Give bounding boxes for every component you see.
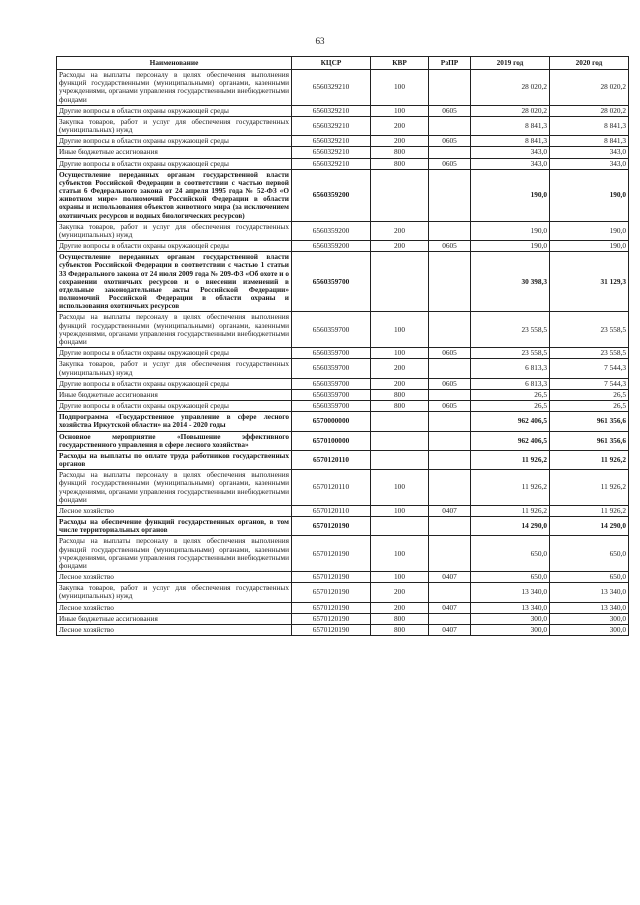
- cell-2020: 13 340,0: [550, 602, 629, 613]
- cell-2019: 26,5: [471, 401, 550, 412]
- cell-kcsr: 6560359200: [292, 241, 371, 252]
- cell-kvr: 200: [371, 378, 429, 389]
- cell-rzpr: [429, 412, 471, 431]
- cell-kvr: 100: [371, 348, 429, 359]
- cell-2019: 343,0: [471, 158, 550, 169]
- cell-kvr: 200: [371, 116, 429, 135]
- cell-name: Лесное хозяйство: [57, 505, 292, 516]
- cell-2019: 650,0: [471, 572, 550, 583]
- cell-2020: 8 841,3: [550, 136, 629, 147]
- cell-name: Иные бюджетные ассигнования: [57, 389, 292, 400]
- cell-kvr: 200: [371, 136, 429, 147]
- cell-2019: 11 926,2: [471, 505, 550, 516]
- cell-rzpr: [429, 431, 471, 450]
- cell-2019: 190,0: [471, 169, 550, 221]
- cell-2020: 650,0: [550, 536, 629, 572]
- cell-kcsr: 6570120190: [292, 517, 371, 536]
- cell-kcsr: 6570120110: [292, 450, 371, 469]
- cell-kcsr: 6560359200: [292, 169, 371, 221]
- table-row: [57, 348, 629, 359]
- cell-kvr: [371, 412, 429, 431]
- cell-2019: 23 558,5: [471, 348, 550, 359]
- cell-rzpr: 0605: [429, 105, 471, 116]
- table-row: [57, 147, 629, 158]
- page-number: 63: [315, 36, 325, 46]
- cell-2019: 13 340,0: [471, 602, 550, 613]
- cell-2020: 23 558,5: [550, 348, 629, 359]
- cell-kvr: 200: [371, 359, 429, 378]
- cell-name: Иные бюджетные ассигнования: [57, 147, 292, 158]
- cell-name: Другие вопросы в области охраны окружающей среды: [57, 348, 292, 359]
- cell-kvr: 800: [371, 147, 429, 158]
- cell-rzpr: [429, 169, 471, 221]
- cell-rzpr: [429, 312, 471, 348]
- cell-2020: 14 290,0: [550, 517, 629, 536]
- cell-2020: 11 926,2: [550, 470, 629, 506]
- cell-name: Лесное хозяйство: [57, 572, 292, 583]
- cell-kvr: 200: [371, 221, 429, 240]
- cell-kvr: 100: [371, 572, 429, 583]
- cell-2019: 26,5: [471, 389, 550, 400]
- cell-2020: 26,5: [550, 401, 629, 412]
- cell-name: Расходы на выплаты персоналу в целях обеспечения выполнения функций государственными (муниципальными) органами, казенными учреждениями, органами управления государственными внебюджетными фондами: [57, 70, 292, 106]
- table-row: [57, 105, 629, 116]
- cell-2020: 8 841,3: [550, 116, 629, 135]
- cell-2019: 962 406,5: [471, 431, 550, 450]
- cell-kcsr: 6560359700: [292, 312, 371, 348]
- table-row: [57, 431, 629, 450]
- cell-kcsr: 6570100000: [292, 431, 371, 450]
- cell-kvr: 800: [371, 613, 429, 624]
- cell-rzpr: [429, 583, 471, 602]
- table-row: [57, 389, 629, 400]
- cell-kvr: 100: [371, 470, 429, 506]
- cell-2020: 650,0: [550, 572, 629, 583]
- cell-name: Расходы на обеспечение функций государственных органов, в том числе территориальных органов: [57, 517, 292, 536]
- cell-rzpr: 0605: [429, 241, 471, 252]
- cell-2019: 343,0: [471, 147, 550, 158]
- cell-kcsr: 6570120190: [292, 613, 371, 624]
- cell-kvr: 800: [371, 389, 429, 400]
- table-row: [57, 583, 629, 602]
- cell-name: Расходы на выплаты персоналу в целях обеспечения выполнения функций государственными (муниципальными) органами, казенными учреждениями, органами управления государственными внебюджетными фондами: [57, 312, 292, 348]
- cell-rzpr: [429, 147, 471, 158]
- cell-name: Другие вопросы в области охраны окружающей среды: [57, 401, 292, 412]
- cell-name: Подпрограмма «Государственное управление в сфере лесного хозяйства Иркутской области» на 2014 - 2020 годы: [57, 412, 292, 431]
- cell-kcsr: 6560329210: [292, 105, 371, 116]
- cell-2019: 8 841,3: [471, 136, 550, 147]
- cell-2020: 300,0: [550, 624, 629, 635]
- cell-rzpr: [429, 517, 471, 536]
- cell-rzpr: 0605: [429, 158, 471, 169]
- cell-name: Осуществление переданных органам государственной власти субъектов Российской Федерации в соответствии с частью первой статьи 6 Федерального закона от 24 апреля 1995 года № 52-ФЗ «О животном мире» полномочий Российской Федерации в области охраны и использования объектов животного мира (за исключением охотничьих ресурсов и водных биологических ресурсов): [57, 169, 292, 221]
- cell-2019: 13 340,0: [471, 583, 550, 602]
- cell-kcsr: 6570120190: [292, 536, 371, 572]
- cell-2019: 300,0: [471, 624, 550, 635]
- cell-kvr: 200: [371, 583, 429, 602]
- cell-2019: 11 926,2: [471, 450, 550, 469]
- header-2020: 2020 год: [550, 57, 629, 70]
- cell-2020: 11 926,2: [550, 450, 629, 469]
- cell-2020: 23 558,5: [550, 312, 629, 348]
- cell-kcsr: 6560329210: [292, 116, 371, 135]
- cell-name: Закупка товаров, работ и услуг для обеспечения государственных (муниципальных) нужд: [57, 583, 292, 602]
- cell-kcsr: 6570120110: [292, 505, 371, 516]
- table-row: [57, 221, 629, 240]
- cell-rzpr: [429, 359, 471, 378]
- cell-name: Закупка товаров, работ и услуг для обеспечения государственных (муниципальных) нужд: [57, 116, 292, 135]
- cell-name: Другие вопросы в области охраны окружающей среды: [57, 241, 292, 252]
- header-kvr: КВР: [371, 57, 429, 70]
- cell-kcsr: 6560329210: [292, 147, 371, 158]
- cell-name: Закупка товаров, работ и услуг для обеспечения государственных (муниципальных) нужд: [57, 359, 292, 378]
- cell-kvr: [371, 252, 429, 312]
- cell-2020: 31 129,3: [550, 252, 629, 312]
- cell-2020: 300,0: [550, 613, 629, 624]
- cell-kcsr: 6570120110: [292, 470, 371, 506]
- cell-kcsr: 6560359700: [292, 252, 371, 312]
- cell-2019: 190,0: [471, 221, 550, 240]
- cell-kcsr: 6560359200: [292, 221, 371, 240]
- cell-kvr: 800: [371, 624, 429, 635]
- cell-2019: 6 813,3: [471, 378, 550, 389]
- cell-rzpr: [429, 450, 471, 469]
- cell-2019: 14 290,0: [471, 517, 550, 536]
- cell-rzpr: [429, 613, 471, 624]
- cell-name: Другие вопросы в области охраны окружающей среды: [57, 158, 292, 169]
- cell-2020: 190,0: [550, 241, 629, 252]
- cell-kcsr: 6570000000: [292, 412, 371, 431]
- cell-rzpr: [429, 221, 471, 240]
- cell-2020: 11 926,2: [550, 505, 629, 516]
- table-row: [57, 624, 629, 635]
- cell-rzpr: 0407: [429, 602, 471, 613]
- table-row: [57, 158, 629, 169]
- cell-rzpr: 0407: [429, 572, 471, 583]
- cell-kcsr: 6560329210: [292, 70, 371, 106]
- table-row: [57, 169, 629, 221]
- cell-2019: 28 020,2: [471, 70, 550, 106]
- cell-kvr: [371, 431, 429, 450]
- cell-name: Расходы на выплаты персоналу в целях обеспечения выполнения функций государственными (муниципальными) органами, казенными учреждениями, органами управления государственными внебюджетными фондами: [57, 536, 292, 572]
- header-name: Наименование: [57, 57, 292, 70]
- cell-2020: 190,0: [550, 169, 629, 221]
- table-row: [57, 517, 629, 536]
- cell-2019: 6 813,3: [471, 359, 550, 378]
- cell-2020: 961 356,6: [550, 431, 629, 450]
- cell-name: Другие вопросы в области охраны окружающей среды: [57, 105, 292, 116]
- cell-2020: 26,5: [550, 389, 629, 400]
- cell-2020: 13 340,0: [550, 583, 629, 602]
- table-row: [57, 136, 629, 147]
- cell-kcsr: 6570120190: [292, 583, 371, 602]
- cell-2019: 962 406,5: [471, 412, 550, 431]
- table-row: [57, 613, 629, 624]
- cell-kcsr: 6560329210: [292, 136, 371, 147]
- cell-name: Другие вопросы в области охраны окружающей среды: [57, 136, 292, 147]
- table-header-row: [57, 57, 629, 70]
- cell-name: Лесное хозяйство: [57, 624, 292, 635]
- cell-rzpr: 0605: [429, 401, 471, 412]
- cell-kvr: 100: [371, 105, 429, 116]
- cell-kcsr: 6560359700: [292, 389, 371, 400]
- cell-kvr: 100: [371, 70, 429, 106]
- cell-2020: 28 020,2: [550, 70, 629, 106]
- table-row: [57, 450, 629, 469]
- cell-2019: 190,0: [471, 241, 550, 252]
- table-row: [57, 252, 629, 312]
- cell-2020: 28 020,2: [550, 105, 629, 116]
- table-row: [57, 401, 629, 412]
- table-row: [57, 536, 629, 572]
- cell-kcsr: 6560359700: [292, 348, 371, 359]
- cell-2019: 300,0: [471, 613, 550, 624]
- cell-2020: 190,0: [550, 221, 629, 240]
- cell-2019: 8 841,3: [471, 116, 550, 135]
- cell-name: Осуществление переданных органам государственной власти субъектов Российской Федерации в соответствии с частью 1 статьи 33 Федерального закона от 24 июля 2009 года № 209-ФЗ «Об охоте и о сохранении охотничьих ресурсов и о внесении изменений в отдельные законодательные акты Российской Федерации» полномочий Российской Федерации в области охраны и использования охотничьих ресурсов: [57, 252, 292, 312]
- cell-rzpr: [429, 536, 471, 572]
- table-row: [57, 378, 629, 389]
- cell-kvr: 200: [371, 602, 429, 613]
- cell-rzpr: [429, 116, 471, 135]
- cell-kcsr: 6560359700: [292, 401, 371, 412]
- cell-2019: 23 558,5: [471, 312, 550, 348]
- header-2019: 2019 год: [471, 57, 550, 70]
- table-row: [57, 572, 629, 583]
- cell-kvr: 800: [371, 158, 429, 169]
- cell-kcsr: 6570120190: [292, 624, 371, 635]
- cell-name: Иные бюджетные ассигнования: [57, 613, 292, 624]
- cell-rzpr: 0605: [429, 348, 471, 359]
- cell-name: Другие вопросы в области охраны окружающей среды: [57, 378, 292, 389]
- table-row: [57, 312, 629, 348]
- cell-2020: 961 356,6: [550, 412, 629, 431]
- table-row: [57, 505, 629, 516]
- table-row: [57, 116, 629, 135]
- table-row: [57, 241, 629, 252]
- cell-kvr: [371, 450, 429, 469]
- cell-rzpr: 0605: [429, 378, 471, 389]
- cell-2020: 343,0: [550, 147, 629, 158]
- header-rzpr: РзПР: [429, 57, 471, 70]
- cell-kcsr: 6560329210: [292, 158, 371, 169]
- cell-rzpr: [429, 389, 471, 400]
- cell-2019: 30 398,3: [471, 252, 550, 312]
- cell-rzpr: 0605: [429, 136, 471, 147]
- cell-2020: 343,0: [550, 158, 629, 169]
- cell-2019: 28 020,2: [471, 105, 550, 116]
- header-kcsr: КЦСР: [292, 57, 371, 70]
- cell-rzpr: [429, 70, 471, 106]
- cell-2019: 650,0: [471, 536, 550, 572]
- cell-kcsr: 6560359700: [292, 378, 371, 389]
- budget-table: [56, 56, 629, 636]
- cell-2020: 7 544,3: [550, 378, 629, 389]
- cell-kvr: 100: [371, 536, 429, 572]
- cell-name: Расходы на выплаты персоналу в целях обеспечения выполнения функций государственными (муниципальными) органами, казенными учреждениями, органами управления государственными внебюджетными фондами: [57, 470, 292, 506]
- cell-kvr: 800: [371, 401, 429, 412]
- cell-rzpr: 0407: [429, 505, 471, 516]
- cell-kcsr: 6560359700: [292, 359, 371, 378]
- table-row: [57, 359, 629, 378]
- cell-kvr: [371, 517, 429, 536]
- cell-kvr: 200: [371, 241, 429, 252]
- cell-name: Закупка товаров, работ и услуг для обеспечения государственных (муниципальных) нужд: [57, 221, 292, 240]
- cell-kvr: [371, 169, 429, 221]
- cell-name: Основное мероприятие «Повышение эффективного государственного управления в сфере лесного хозяйства»: [57, 431, 292, 450]
- cell-kcsr: 6570120190: [292, 572, 371, 583]
- cell-2020: 7 544,3: [550, 359, 629, 378]
- table-row: [57, 412, 629, 431]
- table-row: [57, 470, 629, 506]
- cell-rzpr: 0407: [429, 624, 471, 635]
- cell-kvr: 100: [371, 505, 429, 516]
- cell-kcsr: 6570120190: [292, 602, 371, 613]
- cell-rzpr: [429, 252, 471, 312]
- cell-2019: 11 926,2: [471, 470, 550, 506]
- cell-rzpr: [429, 470, 471, 506]
- table-row: [57, 602, 629, 613]
- cell-kvr: 100: [371, 312, 429, 348]
- table-row: [57, 70, 629, 106]
- cell-name: Лесное хозяйство: [57, 602, 292, 613]
- cell-name: Расходы на выплаты по оплате труда работников государственных органов: [57, 450, 292, 469]
